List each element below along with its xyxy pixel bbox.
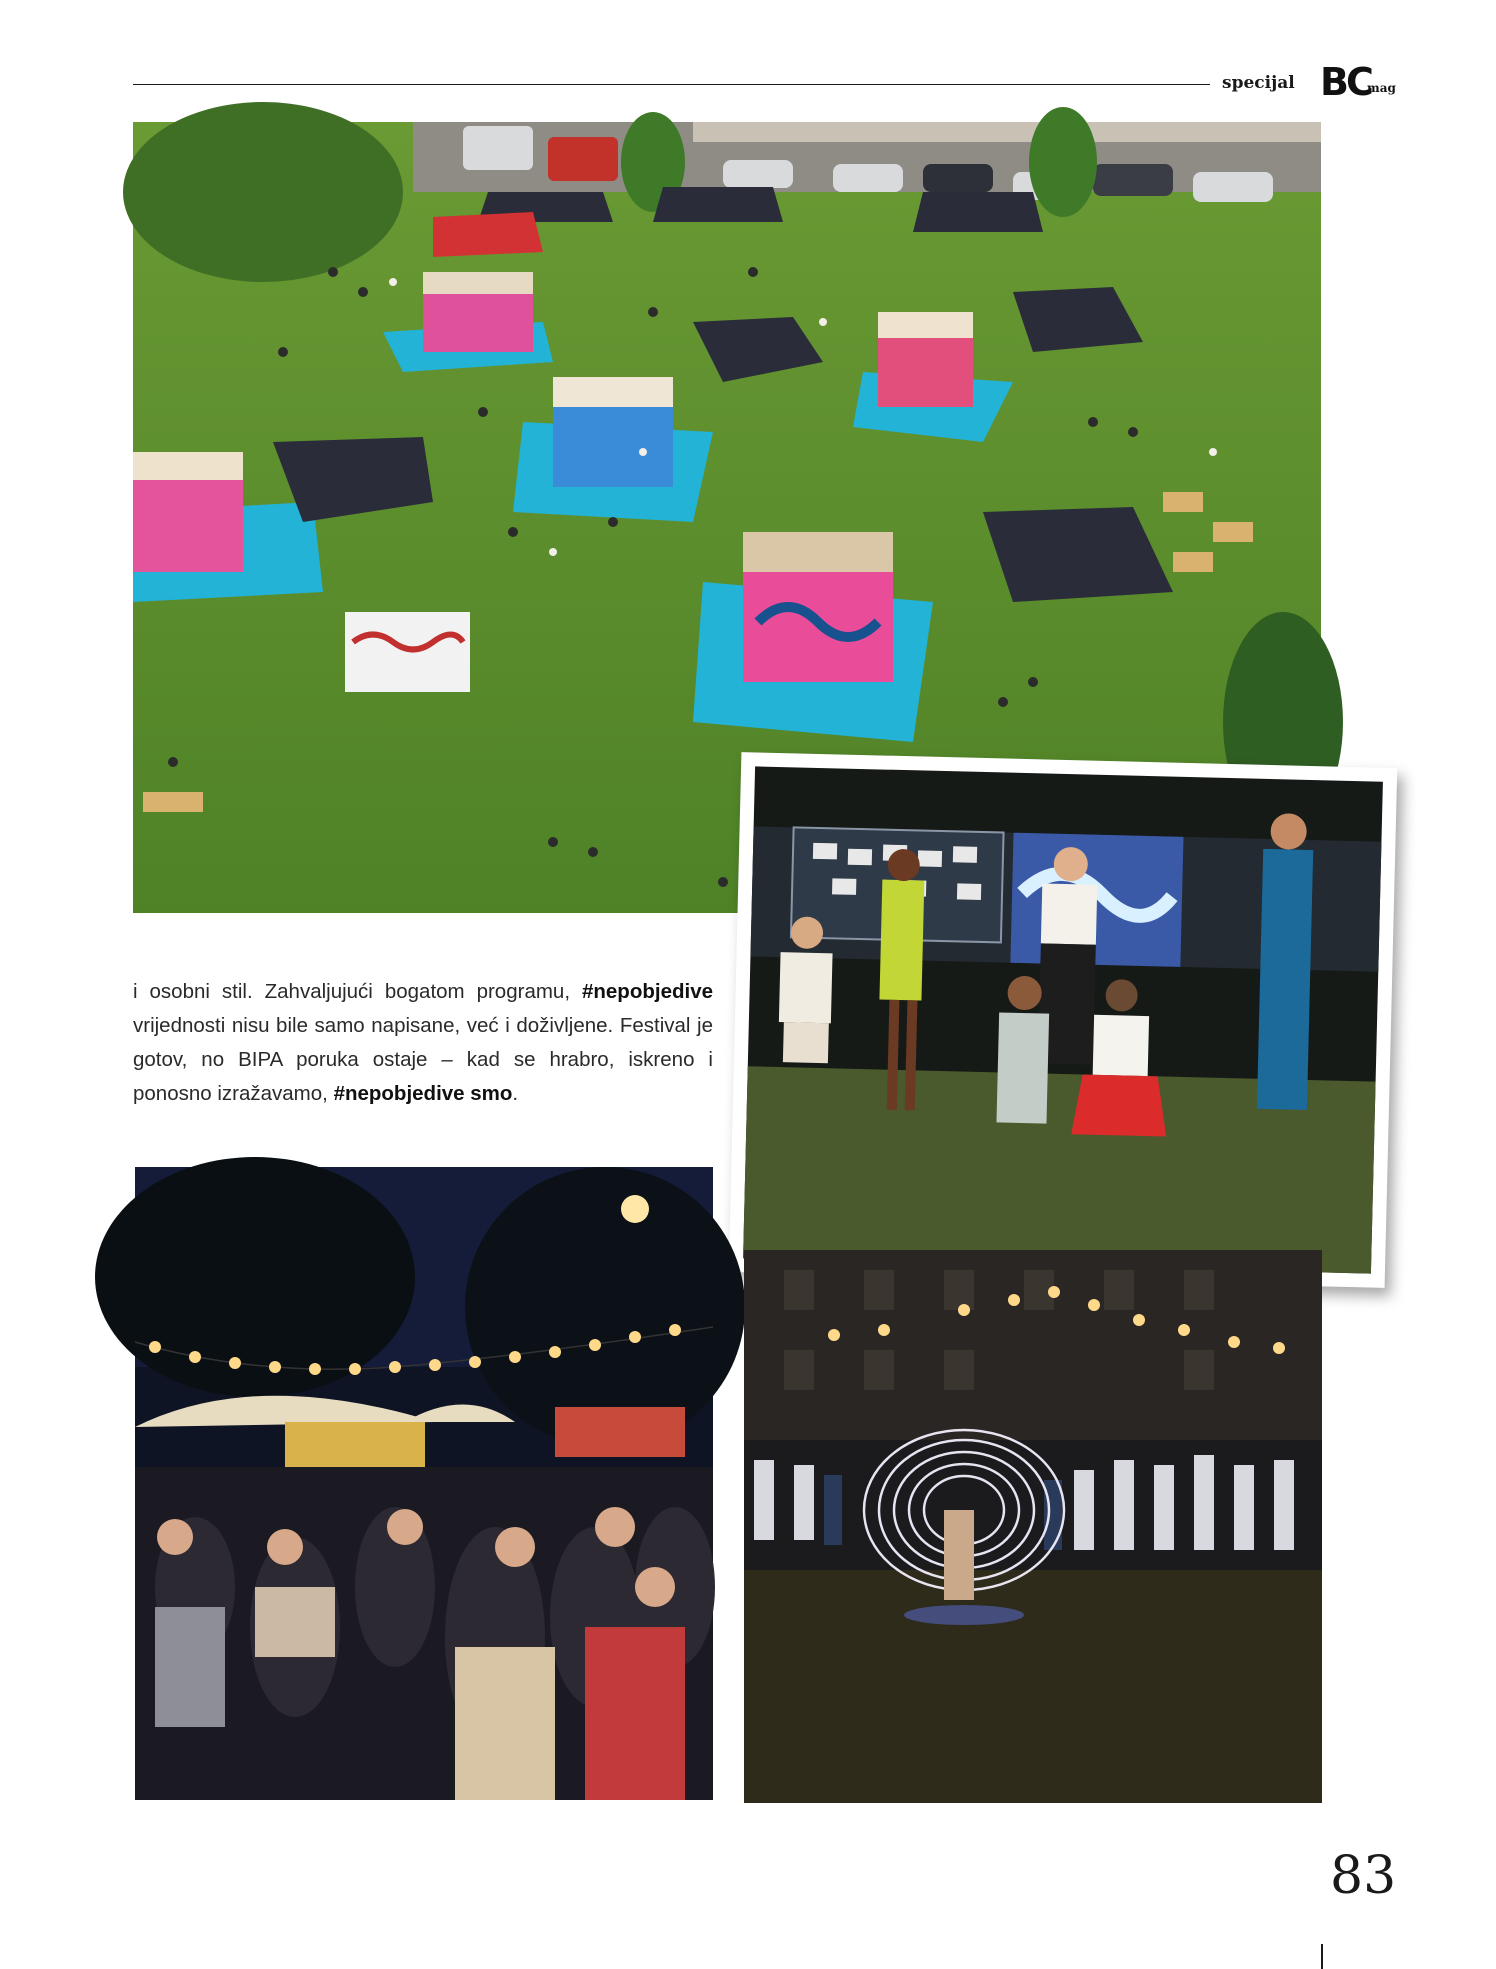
page-number-rule <box>1321 1944 1323 1969</box>
article-text-1: i osobni stil. Zahvaljujući bogatom programu, <box>133 980 582 1003</box>
hashtag-nepobjedive: #nepobjedive <box>581 980 713 1003</box>
photo-dancing-polaroid <box>729 752 1398 1288</box>
section-label: specijal <box>1222 73 1295 93</box>
magazine-logo <box>1320 60 1396 104</box>
photo-night-crowd <box>135 1167 713 1800</box>
logo-text: BC <box>1320 60 1371 104</box>
page-number: 83 <box>1330 1846 1397 1906</box>
header-rule <box>133 84 1210 85</box>
logo-suffix: mag <box>1367 81 1396 95</box>
article-body <box>133 975 713 1111</box>
photo-light-performer <box>744 1250 1322 1803</box>
article-text-2: vrijednosti nisu bile samo napisane, već i doživljene. Festival je gotov, no BIPA poruka ostaje – kad se hrabro, iskreno i ponosno izražavamo, <box>133 1014 713 1105</box>
article-text-3: . <box>512 1082 519 1105</box>
hashtag-nepobjedive-smo: #nepobjedive smo <box>333 1082 513 1105</box>
